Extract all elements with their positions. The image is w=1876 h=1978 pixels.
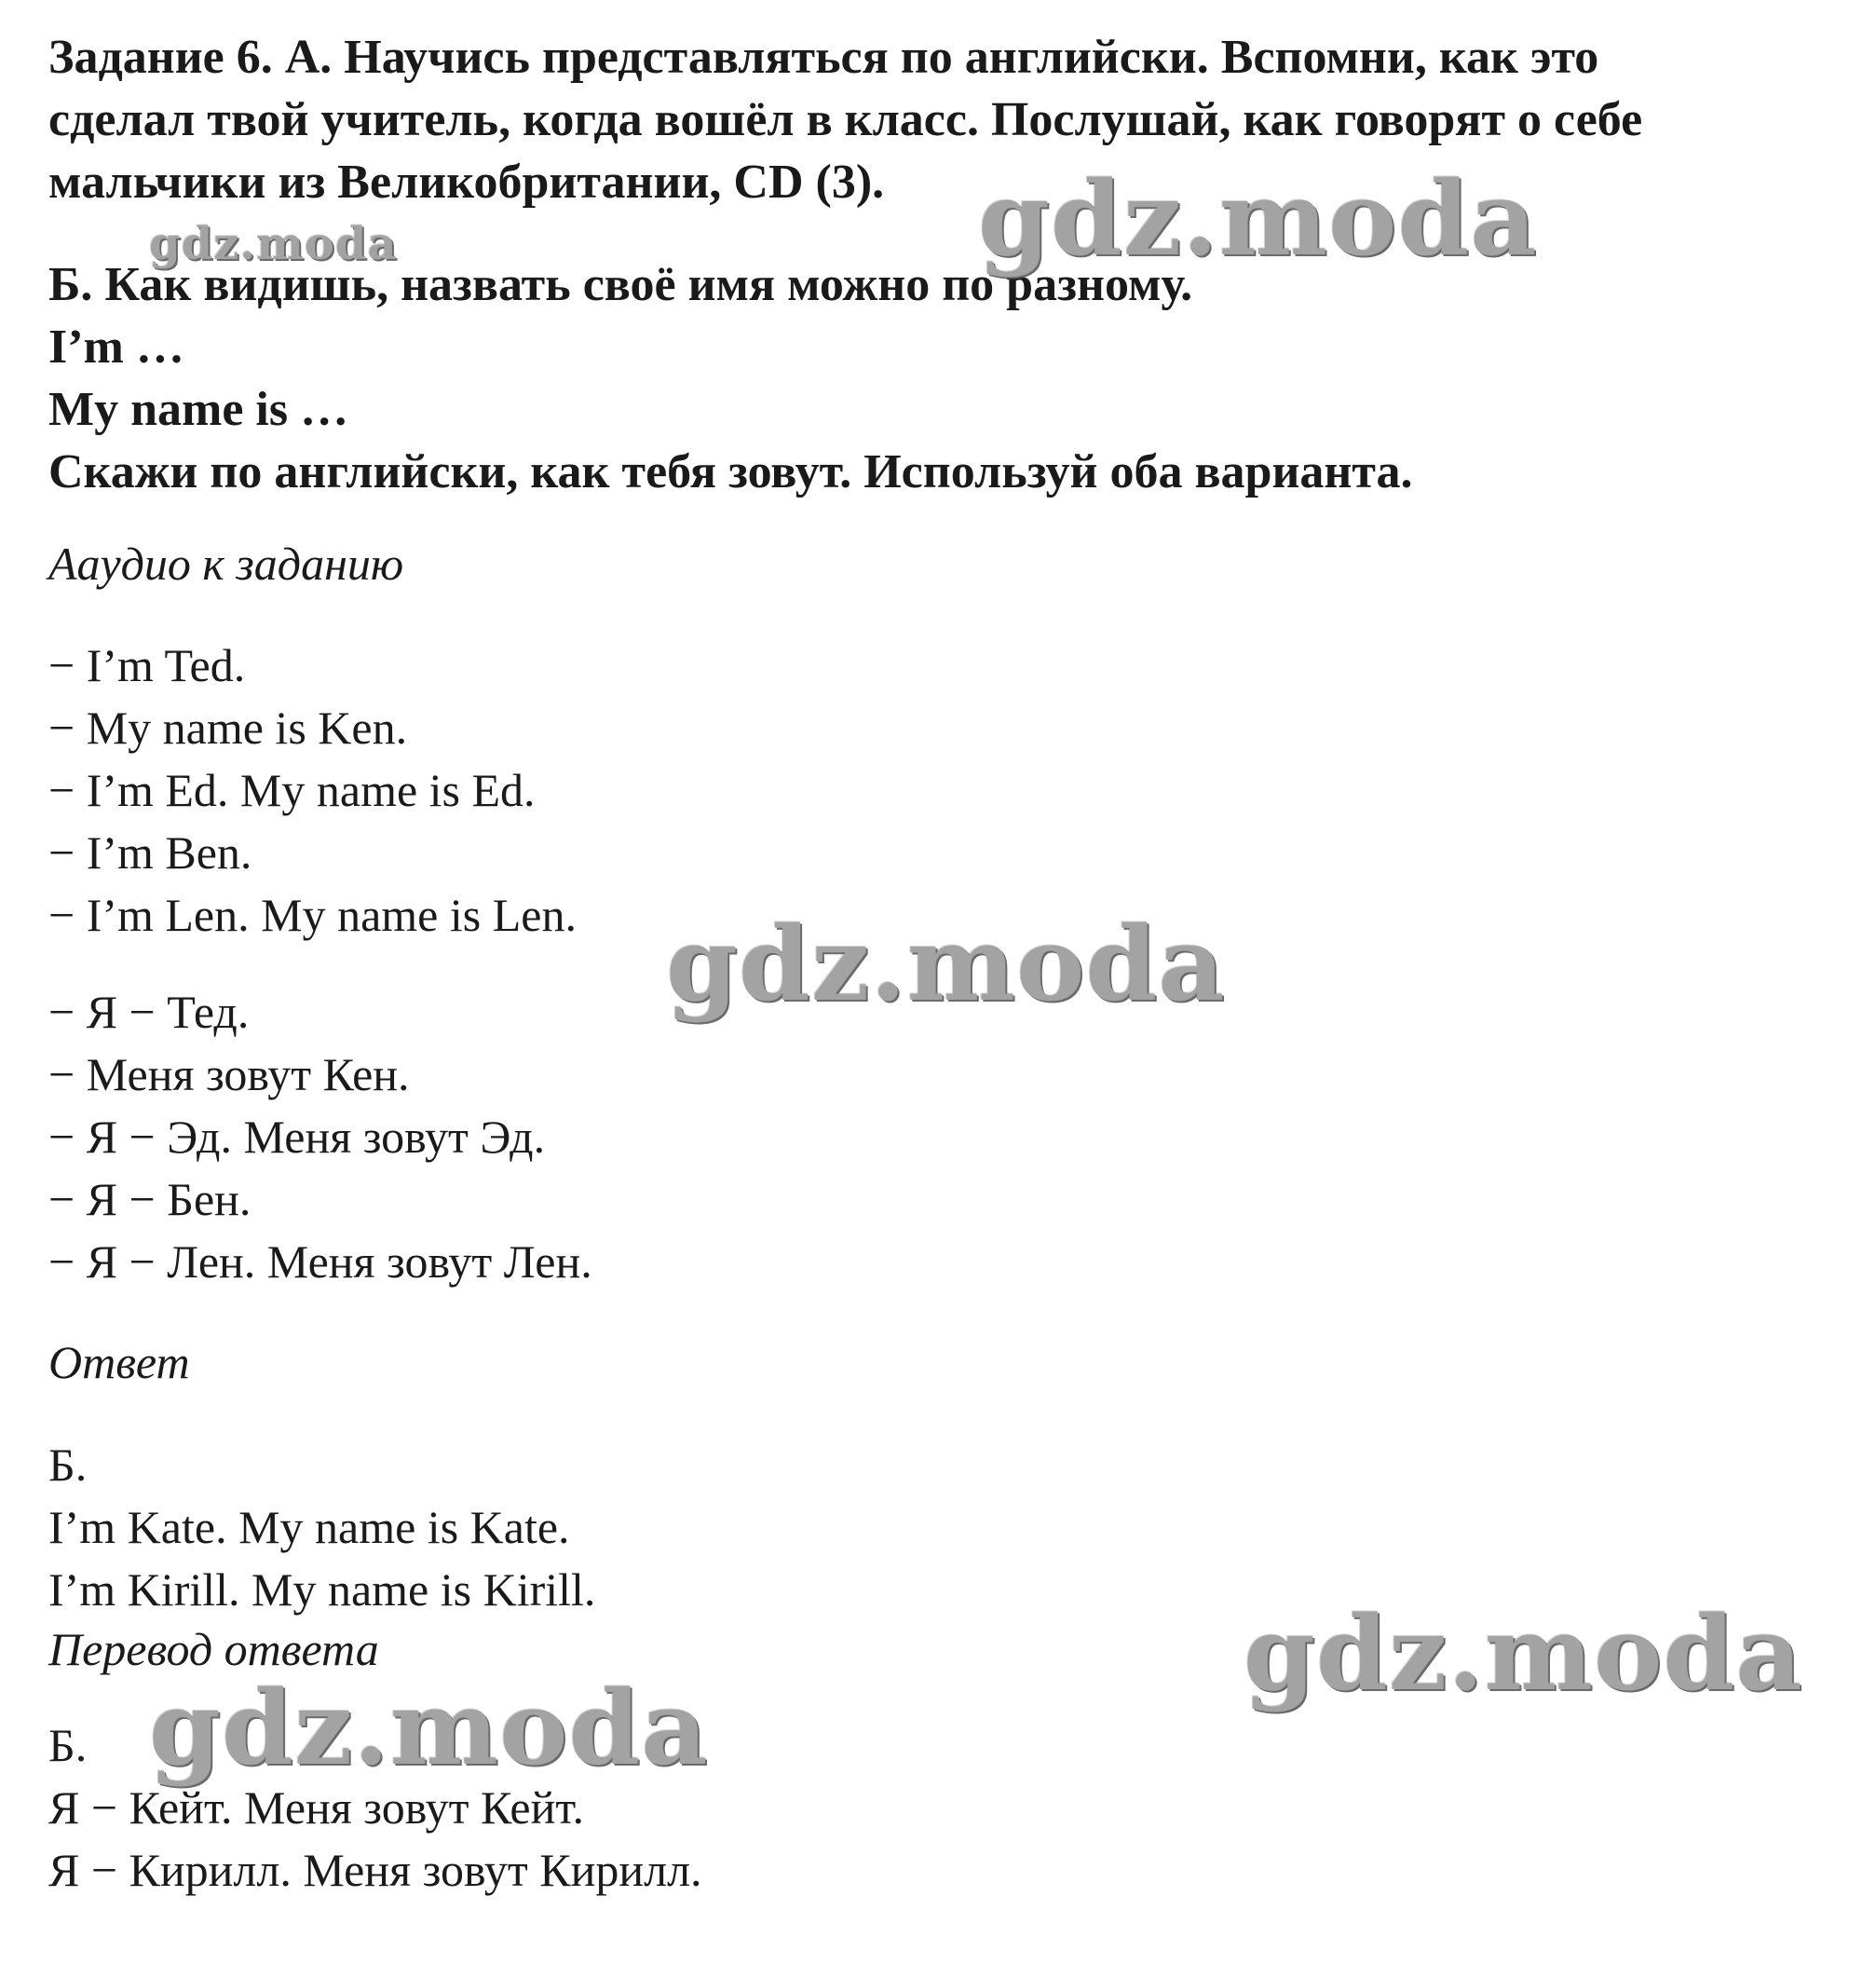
watermark-logo: gdz.moda	[149, 218, 398, 270]
watermark-logo: gdz.moda	[666, 904, 1226, 1024]
audio-english-line: − I’m Ed. My name is Ed.	[48, 764, 536, 816]
audio-russian-block	[48, 981, 592, 1293]
translation-line: Я − Кирилл. Меня зовут Кирилл.	[48, 1844, 702, 1896]
audio-label: Аaудио к заданию	[48, 538, 404, 590]
audio-english-line: − I’m Ben.	[48, 826, 252, 879]
answer-line: Б.	[48, 1439, 88, 1491]
answer-block	[48, 1434, 595, 1621]
task-statement	[48, 26, 1856, 213]
audio-russian-line: − Я − Тед.	[48, 986, 250, 1038]
audio-english-line: − My name is Ken.	[48, 702, 408, 754]
part-b-line: Б. Как видишь, назвать своё имя можно по разному.	[48, 258, 1193, 311]
part-b-line: My name is …	[48, 383, 349, 436]
translation-label: Перевод ответа	[48, 1623, 379, 1675]
answer-line: I’m Kate. My name is Kate.	[48, 1501, 570, 1553]
watermark-logo: gdz.moda	[978, 158, 1538, 279]
audio-english-line: − I’m Len. My name is Len.	[48, 889, 577, 941]
watermark-logo: gdz.moda	[1244, 1593, 1803, 1713]
part-b-statement	[48, 253, 1818, 503]
audio-russian-line: − Меня зовут Кен.	[48, 1048, 410, 1100]
audio-russian-line: − Я − Лен. Меня зовут Лен.	[48, 1235, 592, 1288]
audio-russian-line: − Я − Эд. Меня зовут Эд.	[48, 1111, 546, 1163]
answer-line: I’m Kirill. My name is Kirill.	[48, 1563, 596, 1616]
translation-line: Я − Кейт. Меня зовут Кейт.	[48, 1781, 584, 1834]
part-b-line: Скажи по английски, как тебя зовут. Используй оба варианта.	[48, 445, 1413, 498]
part-b-line: I’m …	[48, 321, 184, 374]
translation-line: Б.	[48, 1719, 88, 1771]
task-line: Задание 6. А. Научись представляться по английски. Вспомни, как это	[48, 31, 1599, 84]
task-line: сделал твой учитель, когда вошёл в класс. Послушай, как говорят о себе	[48, 93, 1643, 146]
watermark-logo: gdz.moda	[149, 1668, 709, 1788]
audio-english-line: − I’m Ted.	[48, 639, 246, 691]
task-line: мальчики из Великобритании, CD (3).	[48, 156, 885, 209]
audio-english-block	[48, 634, 577, 947]
audio-russian-line: − Я − Бен.	[48, 1173, 251, 1225]
answer-label: Ответ	[48, 1336, 190, 1388]
